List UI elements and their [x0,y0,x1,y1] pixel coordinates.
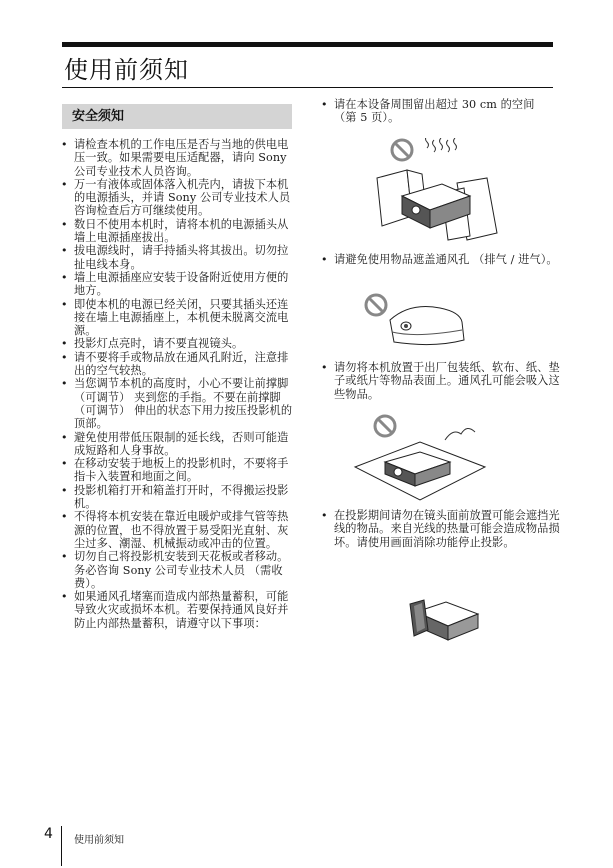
right-item-cover [320,253,560,266]
footer-section-label: 使用前须知 [74,835,124,846]
top-rule [62,42,553,47]
list-item: • 请不要将手或物品放在通风孔附近，注意排出的空气较热。 [60,351,296,378]
list-item: • 切勿自己将投影机安装到天花板或者移动。务必咨询 Sony 公司专业技术人员 （需收费）。 [60,550,296,590]
section-heading: 安全须知 [62,104,292,129]
no-sign-icon [366,295,386,315]
list-item: • 在移动安装于地板上的投影机时，不要将手指卡入装置和地面之间。 [60,457,296,484]
surface-figure [350,412,490,502]
space-clearance-figure [372,138,502,248]
right-item-surface [320,361,560,401]
cover-figure [362,292,472,347]
right-item-lens [320,509,560,549]
list-item: • 不得将本机安装在靠近电暖炉或排气管等热源的位置，也不得放置于易受阳光直射、灰尘过多、潮湿、机械振动或冲击的位置。 [60,510,296,550]
lens-block-icon [410,600,428,636]
list-item: • 在投影期间请勿在镜头面前放置可能会遮挡光线的物品。来自光线的热量可能会造成物品损坏。请使用画面消除功能停止投影。 [320,509,560,549]
safety-list [60,138,296,630]
title-rule [62,87,553,88]
list-item: • 即使本机的电源已经关闭，只要其插头还连接在墙上电源插座上，本机便未脱离交流电源。 [60,298,296,338]
cloth-cover-icon [390,307,464,345]
list-item: • 请检查本机的工作电压是否与当地的供电电压一致。如果需要电压适配器，请向 Sony 公司专业技术人员咨询。 [60,138,296,178]
right-item-space [320,98,560,125]
page-number: 4 [44,826,53,842]
list-item: • 请避免使用物品遮盖通风孔 （排气 / 进气）。 [320,253,560,266]
list-item: • 数日不使用本机时，请将本机的电源插头从墙上电源插座拔出。 [60,218,296,245]
list-item: • 万一有液体或固体落入机壳内，请拔下本机的电源插头，并请 Sony 公司专业技术人员咨询检查后方可继续使用。 [60,178,296,218]
list-item: • 请在本设备周围留出超过 30 cm 的空间 （第 5 页）。 [320,98,560,125]
list-item: • 投影灯点亮时，请不要直视镜头。 [60,337,296,350]
list-item: • 墙上电源插座应安装于设备附近使用方便的地方。 [60,271,296,298]
list-item: • 如果通风孔堵塞而造成内部热量蓄积，可能导致火灾或损坏本机。若要保持通风良好并防止内部热量蓄积，请遵守以下事项： [60,590,296,630]
no-sign-icon [375,416,395,436]
list-item: • 投影机箱打开和箱盖打开时，不得搬运投影机。 [60,484,296,511]
heat-waves-icon [426,138,457,152]
list-item: • 拔电源线时，请手持插头将其拔出。切勿拉扯电线本身。 [60,244,296,271]
footer-divider [61,826,62,866]
list-item: • 当您调节本机的高度时，小心不要让前撑脚 （可调节） 夹到您的手指。不要在前撑脚 （可调节） 伸出的状态下用力按压投影机的顶部。 [60,377,296,430]
no-sign-icon [392,140,412,160]
left-column [60,138,296,630]
page-title: 使用前须知 [64,56,189,84]
list-item: • 避免使用带低压限制的延长线，否则可能造成短路和人身事故。 [60,431,296,458]
list-item: • 请勿将本机放置于出厂包装纸、软布、纸、垫子或纸片等物品表面上。通风孔可能会吸入这些物品。 [320,361,560,401]
lens-block-figure [402,590,482,650]
